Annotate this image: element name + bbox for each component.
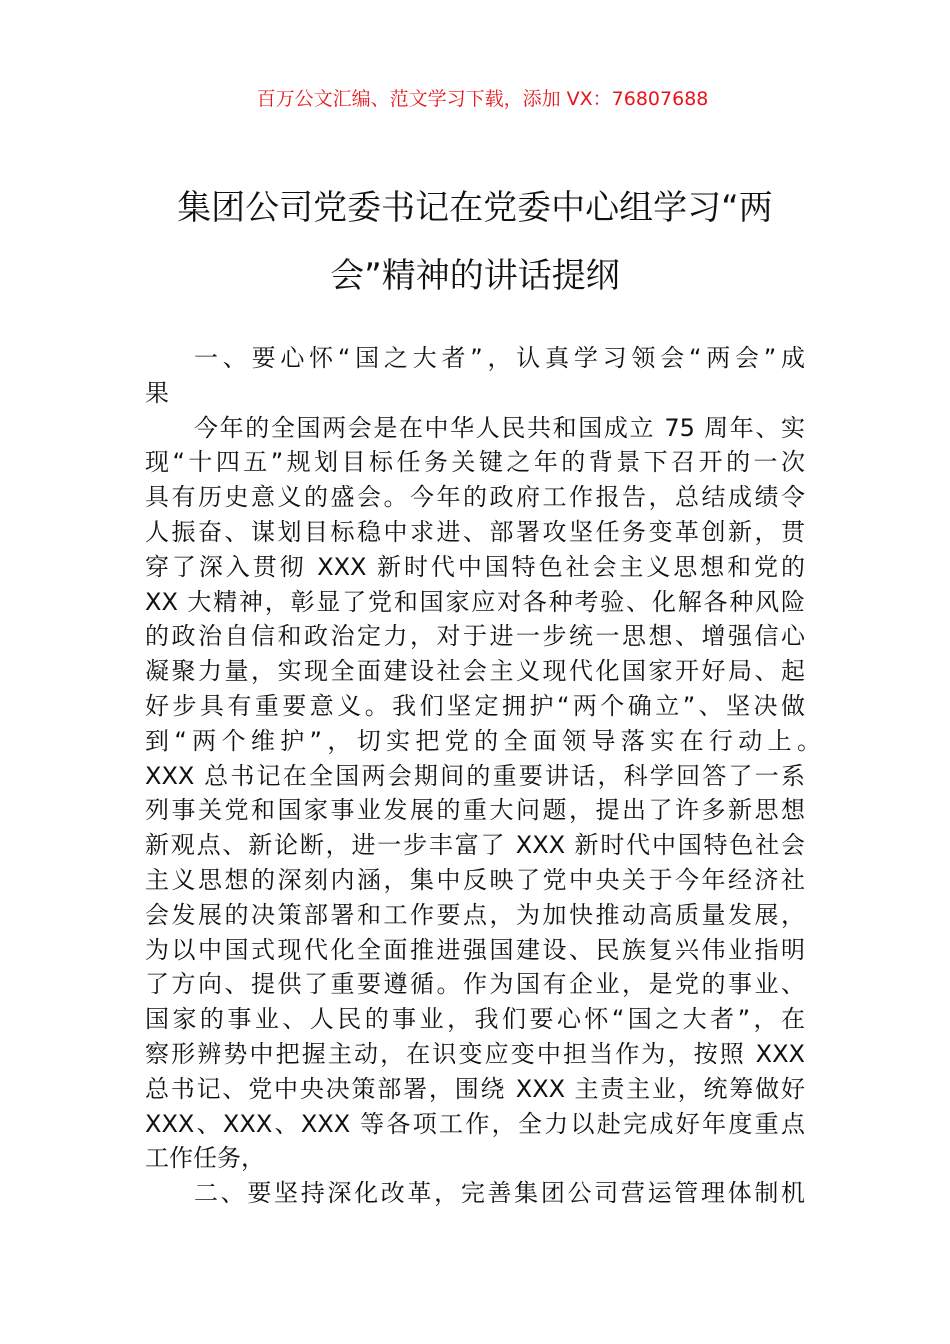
paragraph-line: XX 大精神，彰显了党和国家应对各种考验、化解各种风险 <box>145 587 805 616</box>
paragraph-line: 列事关党和国家事业发展的重大问题，提出了许多新思想 <box>145 796 805 825</box>
paragraph-line: 主义思想的深刻内涵，集中反映了党中央关于今年经济社 <box>145 865 805 894</box>
paragraph-line: 的政治自信和政治定力，对于进一步统一思想、增强信心 <box>145 622 805 651</box>
paragraph-line: 国家的事业、人民的事业，我们要心怀“国之大者”，在 <box>145 1005 805 1034</box>
paragraph-line: 今年的全国两会是在中华人民共和国成立 75 周年、实 <box>194 413 805 442</box>
paragraph-line: 到“两个维护”，切实把党的全面领导落实在行动上。 <box>145 726 821 755</box>
paragraph-line: XXX 总书记在全国两会期间的重要讲话，科学回答了一系 <box>145 761 805 790</box>
paragraph-line: 好步具有重要意义。我们坚定拥护“两个确立”、坚决做 <box>145 691 805 720</box>
section-heading: 二、要坚持深化改革，完善集团公司营运管理体制机 <box>194 1179 805 1208</box>
paragraph-line: 察形辨势中把握主动，在识变应变中担当作为，按照 XXX <box>145 1039 805 1068</box>
document-title-line-1: 集团公司党委书记在党委中心组学习“两 <box>177 188 773 228</box>
paragraph-line: 了方向、提供了重要遵循。作为国有企业，是党的事业、 <box>145 970 805 999</box>
paragraph-line: 工作任务， <box>145 1144 265 1173</box>
paragraph-line: 会发展的决策部署和工作要点，为加快推动高质量发展， <box>145 900 805 929</box>
paragraph-line: XXX、XXX、XXX 等各项工作，全力以赴完成好年度重点 <box>145 1109 805 1138</box>
paragraph-line: 具有历史意义的盛会。今年的政府工作报告，总结成绩令 <box>145 483 805 512</box>
section-heading: 果 <box>145 378 169 407</box>
paragraph-line: 现“十四五”规划目标任务关键之年的背景下召开的一次 <box>145 448 805 477</box>
paragraph-line: 新观点、新论断，进一步丰富了 XXX 新时代中国特色社会 <box>145 831 805 860</box>
paragraph-line: 人振奋、谋划目标稳中求进、部署攻坚任务变革创新，贯 <box>145 517 805 546</box>
document-body <box>145 341 821 1211</box>
section-heading: 一、要心怀“国之大者”，认真学习领会“两会”成 <box>194 344 805 372</box>
paragraph-line: 为以中国式现代化全面推进强国建设、民族复兴伟业指明 <box>145 935 805 964</box>
watermark-banner: 百万公文汇编、范文学习下载，添加 VX：76807688 <box>256 88 709 110</box>
paragraph-line: 凝聚力量，实现全面建设社会主义现代化国家开好局、起 <box>145 657 805 686</box>
paragraph-line: 总书记、党中央决策部署，围绕 XXX 主责主业，统筹做好 <box>145 1074 805 1103</box>
paragraph-line: 穿了深入贯彻 XXX 新时代中国特色社会主义思想和党的 <box>145 552 805 581</box>
document-title-line-2: 会”精神的讲话提纲 <box>330 256 620 296</box>
